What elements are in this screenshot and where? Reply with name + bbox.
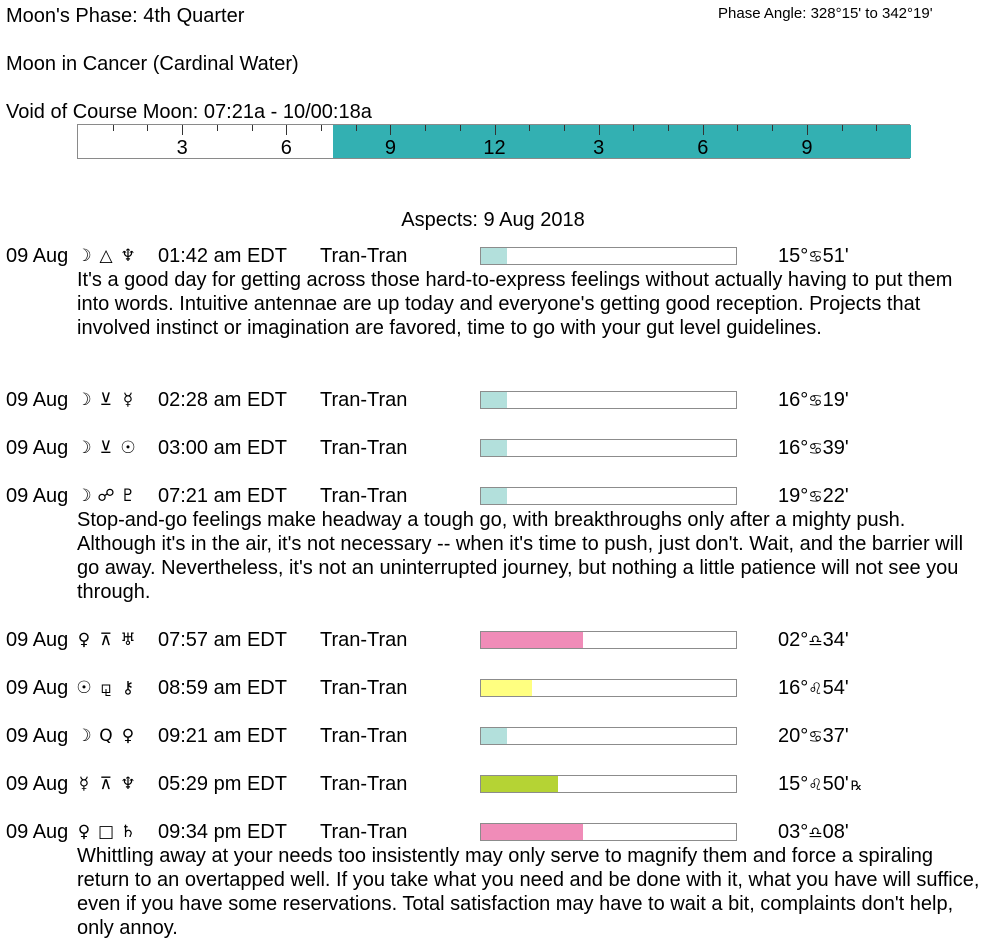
position-minutes: 54' bbox=[822, 677, 849, 699]
timeline-tick bbox=[356, 125, 357, 131]
aspect-strength-bar bbox=[480, 727, 737, 745]
retrograde-icon: ℞ bbox=[850, 779, 863, 794]
aspect-date: 09 Aug bbox=[6, 821, 69, 843]
aspect-type: Tran-Tran bbox=[320, 677, 408, 699]
position-minutes: 19' bbox=[822, 389, 849, 411]
aspect-strength-fill bbox=[481, 728, 507, 744]
aspect-row bbox=[0, 244, 1000, 268]
aspect-time: 09:21 am EDT bbox=[158, 725, 287, 747]
timeline-tick bbox=[495, 125, 496, 135]
planet-2-icon: ♇ bbox=[120, 486, 138, 506]
timeline-hour-label: 3 bbox=[176, 137, 188, 159]
aspect-time: 07:21 am EDT bbox=[158, 485, 287, 507]
timeline-tick bbox=[633, 125, 634, 131]
position-minutes: 08' bbox=[822, 821, 849, 843]
aspect-position bbox=[778, 820, 851, 847]
planet-2-icon: ♀ bbox=[121, 726, 137, 746]
aspect-row bbox=[0, 676, 1000, 700]
aspect-position bbox=[778, 388, 851, 415]
timeline-tick bbox=[252, 125, 253, 131]
position-degrees: 20° bbox=[778, 725, 809, 747]
planet-1-icon: ☽ bbox=[76, 246, 94, 266]
moon-sign: Moon in Cancer (Cardinal Water) bbox=[6, 53, 299, 75]
timeline-tick bbox=[807, 125, 808, 135]
timeline-hour-label: 9 bbox=[801, 137, 813, 159]
aspect-type: Tran-Tran bbox=[320, 773, 408, 795]
aspect-row bbox=[0, 436, 1000, 460]
timeline-tick bbox=[772, 125, 773, 131]
position-minutes: 37' bbox=[822, 725, 849, 747]
planet-1-icon: ♀ bbox=[77, 630, 93, 650]
aspect-row bbox=[0, 820, 1000, 844]
timeline-hour-label: 9 bbox=[384, 137, 396, 159]
aspect-glyphs bbox=[74, 244, 140, 268]
aspect-icon: △ bbox=[99, 246, 115, 266]
aspect-icon: ⊻ bbox=[99, 438, 115, 458]
aspect-strength-bar bbox=[480, 775, 737, 793]
aspect-icon: ⊻ bbox=[99, 390, 115, 410]
position-degrees: 16° bbox=[778, 389, 809, 411]
position-degrees: 19° bbox=[778, 485, 809, 507]
aspect-date: 09 Aug bbox=[6, 725, 69, 747]
aspect-time: 02:28 am EDT bbox=[158, 389, 287, 411]
planet-2-icon: ⚷ bbox=[121, 678, 137, 698]
timeline-tick bbox=[390, 125, 391, 135]
aspect-glyphs bbox=[74, 724, 140, 748]
aspect-glyphs bbox=[74, 628, 140, 652]
aspect-strength-fill bbox=[481, 392, 507, 408]
aspect-strength-bar bbox=[480, 439, 737, 457]
aspect-date: 09 Aug bbox=[6, 389, 69, 411]
aspect-date: 09 Aug bbox=[6, 485, 69, 507]
aspect-strength-fill bbox=[481, 440, 507, 456]
timeline-tick bbox=[460, 125, 461, 131]
zodiac-sign-icon: ♎ bbox=[808, 823, 823, 842]
planet-1-icon: ☉ bbox=[76, 678, 94, 698]
aspect-time: 09:34 pm EDT bbox=[158, 821, 287, 843]
zodiac-sign-icon: ♋ bbox=[808, 247, 823, 266]
aspect-row bbox=[0, 628, 1000, 652]
aspect-glyphs bbox=[74, 676, 140, 700]
phase-angle: Phase Angle: 328°15' to 342°19' bbox=[718, 5, 933, 22]
moon-phase: Moon's Phase: 4th Quarter bbox=[6, 5, 245, 27]
position-minutes: 39' bbox=[822, 437, 849, 459]
timeline-tick bbox=[668, 125, 669, 131]
aspect-type: Tran-Tran bbox=[320, 437, 408, 459]
timeline-tick bbox=[217, 125, 218, 131]
aspect-time: 03:00 am EDT bbox=[158, 437, 287, 459]
aspect-strength-fill bbox=[481, 632, 583, 648]
planet-1-icon: ☽ bbox=[76, 390, 94, 410]
void-of-course: Void of Course Moon: 07:21a - 10/00:18a bbox=[6, 101, 372, 123]
void-of-course-timeline bbox=[77, 124, 910, 159]
timeline-tick bbox=[737, 125, 738, 131]
aspect-row bbox=[0, 484, 1000, 508]
timeline-hour-label: 12 bbox=[483, 137, 506, 159]
position-degrees: 16° bbox=[778, 437, 809, 459]
aspect-date: 09 Aug bbox=[6, 677, 69, 699]
aspect-date: 09 Aug bbox=[6, 437, 69, 459]
planet-1-icon: ☿ bbox=[78, 774, 92, 794]
aspect-strength-bar bbox=[480, 247, 737, 265]
aspect-row bbox=[0, 772, 1000, 796]
aspect-description: Whittling away at your needs too insistently may only serve to magnify them and force a spiraling return to an overtapped well. If you take what you need and be done with it, what you have will suffice, even if you have some reservations. Total satisfaction may have to wait a bit, complaints don't help, only annoy. bbox=[77, 845, 980, 939]
planet-2-icon: ☿ bbox=[122, 390, 136, 410]
aspects-title: Aspects: 9 Aug 2018 bbox=[401, 209, 585, 231]
position-degrees: 15° bbox=[778, 245, 809, 267]
aspect-position bbox=[778, 676, 851, 703]
aspect-strength-fill bbox=[481, 824, 583, 840]
aspect-type: Tran-Tran bbox=[320, 725, 408, 747]
position-minutes: 34' bbox=[822, 629, 849, 651]
zodiac-sign-icon: ♋ bbox=[808, 439, 823, 458]
zodiac-sign-icon: ♎ bbox=[808, 631, 823, 650]
timeline-tick bbox=[147, 125, 148, 131]
timeline-tick bbox=[113, 125, 114, 131]
position-minutes: 22' bbox=[822, 485, 849, 507]
planet-1-icon: ♀ bbox=[77, 822, 93, 842]
position-minutes: 50' bbox=[822, 773, 849, 795]
aspect-type: Tran-Tran bbox=[320, 821, 408, 843]
aspect-position bbox=[778, 772, 862, 799]
aspect-glyphs bbox=[74, 772, 140, 796]
aspect-strength-fill bbox=[481, 248, 507, 264]
timeline-tick bbox=[599, 125, 600, 135]
aspect-strength-bar bbox=[480, 631, 737, 649]
zodiac-sign-icon: ♌ bbox=[808, 679, 823, 698]
aspect-icon: ⊼ bbox=[99, 774, 115, 794]
aspect-icon: □ bbox=[97, 822, 117, 842]
aspect-glyphs bbox=[74, 820, 140, 844]
timeline-tick bbox=[286, 125, 287, 135]
aspect-type: Tran-Tran bbox=[320, 389, 408, 411]
aspect-position bbox=[778, 244, 851, 271]
zodiac-sign-icon: ♋ bbox=[808, 391, 823, 410]
timeline-hour-label: 3 bbox=[593, 137, 605, 159]
aspect-position bbox=[778, 724, 851, 751]
aspect-row bbox=[0, 388, 1000, 412]
position-degrees: 16° bbox=[778, 677, 809, 699]
timeline-tick bbox=[529, 125, 530, 131]
timeline-tick bbox=[842, 125, 843, 131]
void-of-course-period bbox=[333, 125, 911, 158]
position-degrees: 02° bbox=[778, 629, 809, 651]
aspect-icon: ⊼ bbox=[99, 630, 115, 650]
aspect-description: Stop-and-go feelings make headway a tough go, with breakthroughs only after a mighty push. Although it's in the air, it's not necessary -- when it's time to push, just don't. Wait, and the barrier will go away. Nevertheless, it's not an uninterrupted journey, but nothing a little patience will not see you through. bbox=[77, 509, 964, 603]
aspect-date: 09 Aug bbox=[6, 629, 69, 651]
planet-2-icon: ♄ bbox=[120, 822, 138, 842]
position-degrees: 15° bbox=[778, 773, 809, 795]
planet-2-icon: ♆ bbox=[120, 246, 138, 266]
aspect-icon: Q bbox=[99, 726, 115, 746]
aspect-time: 08:59 am EDT bbox=[158, 677, 287, 699]
zodiac-sign-icon: ♋ bbox=[808, 727, 823, 746]
planet-2-icon: ♆ bbox=[120, 774, 138, 794]
aspect-strength-fill bbox=[481, 680, 532, 696]
planet-1-icon: ☽ bbox=[76, 438, 94, 458]
position-degrees: 03° bbox=[778, 821, 809, 843]
timeline-tick bbox=[321, 125, 322, 131]
aspect-glyphs bbox=[74, 388, 140, 412]
aspect-strength-bar bbox=[480, 679, 737, 697]
position-minutes: 51' bbox=[822, 245, 849, 267]
aspect-strength-bar bbox=[480, 823, 737, 841]
aspect-position bbox=[778, 628, 851, 655]
timeline-hour-label: 6 bbox=[697, 137, 709, 159]
timeline-hour-label: 6 bbox=[280, 137, 292, 159]
aspect-strength-fill bbox=[481, 488, 507, 504]
aspect-position bbox=[778, 436, 851, 463]
timeline-tick bbox=[425, 125, 426, 131]
planet-1-icon: ☽ bbox=[76, 486, 94, 506]
planet-2-icon: ♅ bbox=[120, 630, 138, 650]
aspect-type: Tran-Tran bbox=[320, 629, 408, 651]
aspect-time: 05:29 pm EDT bbox=[158, 773, 287, 795]
aspect-date: 09 Aug bbox=[6, 773, 69, 795]
aspect-time: 01:42 am EDT bbox=[158, 245, 287, 267]
aspect-row bbox=[0, 724, 1000, 748]
timeline-tick bbox=[564, 125, 565, 131]
aspect-strength-bar bbox=[480, 391, 737, 409]
aspect-icon: ⚼ bbox=[100, 678, 114, 698]
aspect-strength-bar bbox=[480, 487, 737, 505]
aspect-icon: ☍ bbox=[97, 486, 117, 506]
aspect-type: Tran-Tran bbox=[320, 245, 408, 267]
aspect-description: It's a good day for getting across those hard-to-express feelings without actually having to put them into words. Intuitive antennae are up today and everyone's getting good reception. Projects that involved instinct or imagination are favored, time to go with your gut level guidelines. bbox=[77, 269, 953, 339]
aspect-type: Tran-Tran bbox=[320, 485, 408, 507]
aspect-date: 09 Aug bbox=[6, 245, 69, 267]
planet-2-icon: ☉ bbox=[120, 438, 138, 458]
aspect-glyphs bbox=[74, 436, 140, 460]
timeline-tick bbox=[876, 125, 877, 131]
aspect-glyphs bbox=[74, 484, 140, 508]
aspect-strength-fill bbox=[481, 776, 558, 792]
timeline-tick bbox=[703, 125, 704, 135]
zodiac-sign-icon: ♌ bbox=[808, 775, 823, 794]
timeline-tick bbox=[182, 125, 183, 135]
aspect-position bbox=[778, 484, 851, 511]
aspect-time: 07:57 am EDT bbox=[158, 629, 287, 651]
planet-1-icon: ☽ bbox=[76, 726, 94, 746]
zodiac-sign-icon: ♋ bbox=[808, 487, 823, 506]
